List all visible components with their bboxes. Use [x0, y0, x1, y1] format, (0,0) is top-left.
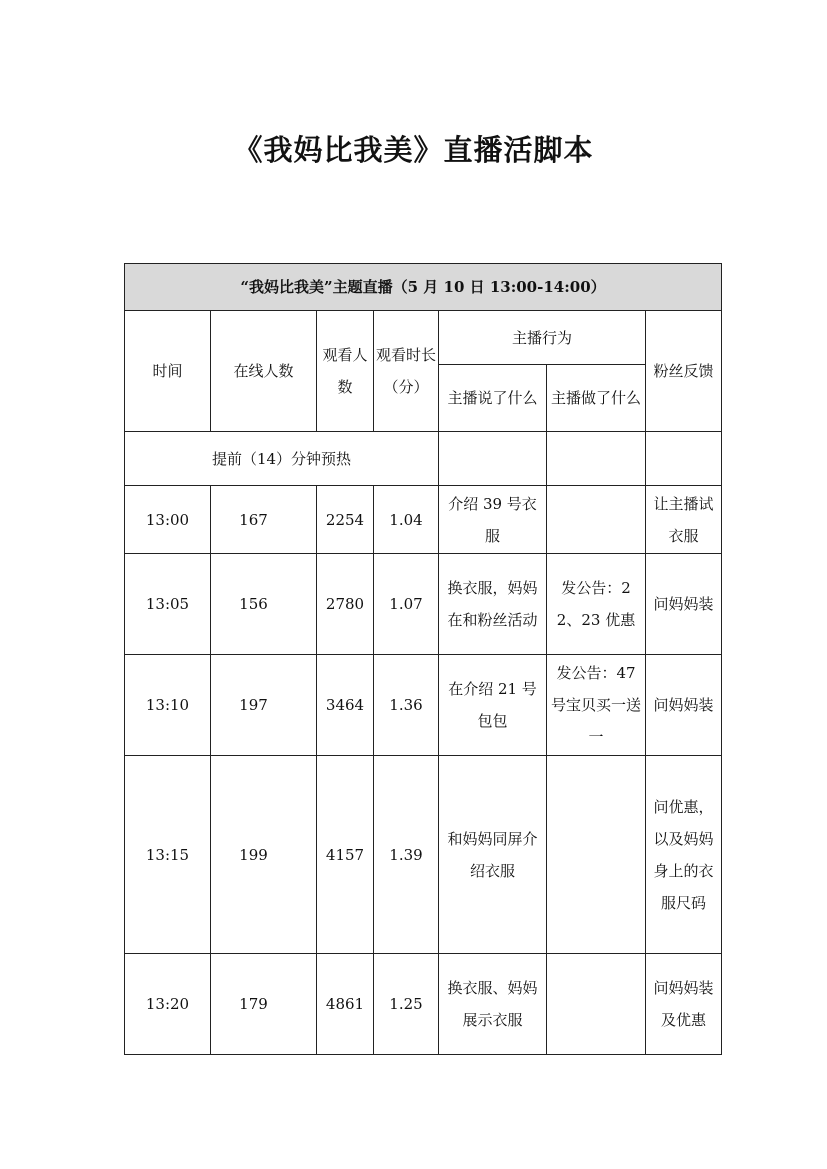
- cell-online: 197: [211, 655, 317, 756]
- table-header-title: “我妈比我美”主题直播（5 月 10 日 13:00-14:00）: [125, 264, 722, 311]
- live-script-table: [124, 263, 722, 1055]
- col-time: 时间: [125, 311, 211, 432]
- table-row: [125, 655, 722, 756]
- cell-did: 发公告：22、23 优惠: [547, 554, 646, 655]
- cell-duration: 1.25: [374, 954, 439, 1055]
- cell-feedback: 问妈妈装: [646, 554, 722, 655]
- cell-did: [547, 756, 646, 954]
- cell-duration: 1.36: [374, 655, 439, 756]
- cell-online: 179: [211, 954, 317, 1055]
- prewarm-said: [439, 432, 547, 486]
- cell-viewers: 2254: [317, 486, 374, 554]
- cell-said: 换衣服，妈妈在和粉丝活动: [439, 554, 547, 655]
- cell-time: 13:00: [125, 486, 211, 554]
- prewarm-feedback: [646, 432, 722, 486]
- cell-duration: 1.04: [374, 486, 439, 554]
- cell-said: 介绍 39 号衣服: [439, 486, 547, 554]
- table-row: [125, 486, 722, 554]
- cell-feedback: 问妈妈装及优惠: [646, 954, 722, 1055]
- cell-online: 156: [211, 554, 317, 655]
- col-host-did: 主播做了什么: [547, 365, 646, 432]
- document-title: 《我妈比我美》直播活脚本: [233, 133, 594, 167]
- cell-feedback: 问妈妈装: [646, 655, 722, 756]
- cell-viewers: 4861: [317, 954, 374, 1055]
- col-viewers: 观看人数: [317, 311, 374, 432]
- prewarm-label: 提前（14）分钟预热: [125, 432, 439, 486]
- cell-viewers: 2780: [317, 554, 374, 655]
- cell-time: 13:20: [125, 954, 211, 1055]
- col-watch-duration: 观看时长（分）: [374, 311, 439, 432]
- cell-viewers: 4157: [317, 756, 374, 954]
- table-row: [125, 954, 722, 1055]
- cell-said: 换衣服、妈妈展示衣服: [439, 954, 547, 1055]
- col-host-said: 主播说了什么: [439, 365, 547, 432]
- cell-time: 13:10: [125, 655, 211, 756]
- table-row: [125, 554, 722, 655]
- cell-did: [547, 954, 646, 1055]
- cell-online: 199: [211, 756, 317, 954]
- cell-online: 167: [211, 486, 317, 554]
- col-host-behavior: 主播行为: [439, 311, 646, 365]
- cell-did: [547, 486, 646, 554]
- cell-said: 和妈妈同屏介绍衣服: [439, 756, 547, 954]
- col-online: 在线人数: [211, 311, 317, 432]
- cell-time: 13:15: [125, 756, 211, 954]
- cell-feedback: 问优惠，以及妈妈身上的衣服尺码: [646, 756, 722, 954]
- cell-said: 在介绍 21 号包包: [439, 655, 547, 756]
- prewarm-did: [547, 432, 646, 486]
- cell-viewers: 3464: [317, 655, 374, 756]
- cell-duration: 1.39: [374, 756, 439, 954]
- table-row: [125, 756, 722, 954]
- col-fan-feedback: 粉丝反馈: [646, 311, 722, 432]
- cell-duration: 1.07: [374, 554, 439, 655]
- cell-did: 发公告：47 号宝贝买一送一: [547, 655, 646, 756]
- cell-time: 13:05: [125, 554, 211, 655]
- cell-feedback: 让主播试衣服: [646, 486, 722, 554]
